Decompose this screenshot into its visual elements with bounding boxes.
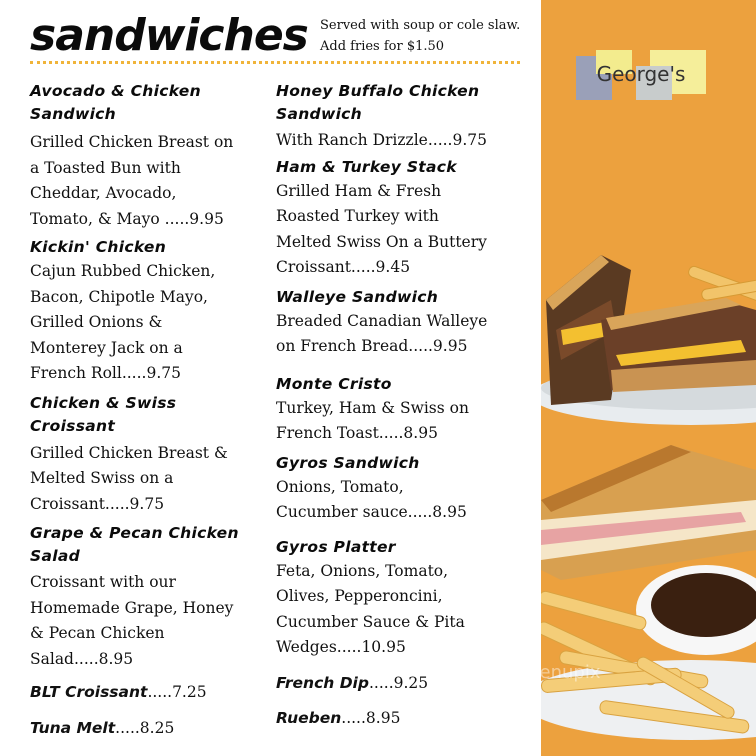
item-description: Turkey, Ham & Swiss on French Toast.....8.95 [276,398,469,442]
menu-item [276,156,538,281]
menu-item [276,452,538,526]
item-name: French Dip [276,673,369,692]
item-name: Gyros Sandwich [276,453,420,472]
item-name: Honey Buffalo Chicken Sandwich [276,82,480,123]
menu-item-inline [30,682,262,701]
item-name: Grape & Pecan Chicken Salad [30,524,239,565]
dotted-divider [30,61,520,64]
logo-text: George's [596,62,686,86]
georges-logo [576,50,706,100]
subtitle-line-2: Add fries for $1.50 [320,39,445,54]
item-description: Onions, Tomato, Cucumber sauce.....8.95 [276,477,467,521]
menu-item-inline [276,673,538,692]
item-name: BLT Croissant [30,683,148,701]
item-price: .....7.25 [147,683,207,701]
menu-item [30,522,262,672]
item-price: .....8.25 [115,719,175,737]
food-photo-panel [541,0,756,756]
item-description: Cajun Rubbed Chicken, Bacon, Chipotle Mayo, Grilled Onions & Monterey Jack on a French Roll.....9.75 [30,262,216,382]
au-jus-bowl [636,565,756,655]
item-name: Rueben [276,708,342,727]
item-name: Avocado & Chicken Sandwich [30,82,201,123]
item-price: .....8.95 [341,708,401,727]
item-name: Gyros Platter [276,537,396,556]
menu-column-middle [276,80,538,727]
menu-item [276,286,538,360]
item-name: Chicken & Swiss Croissant [30,393,177,435]
item-description: Breaded Canadian Walleye on French Bread.....9.95 [276,311,488,355]
item-description: Grilled Chicken Breast & Melted Swiss on a Croissant.....9.75 [30,443,228,513]
menu-item [276,80,538,154]
menu-item [30,392,262,518]
menu-item [30,80,262,232]
item-description: Croissant with our Homemade Grape, Honey & Pecan Chicken Salad.....8.95 [30,573,234,668]
menu-item-inline [30,718,262,737]
subtitle-line-1: Served with soup or cole slaw. [320,18,521,33]
item-name: Monte Cristo [276,374,392,393]
item-name: Walleye Sandwich [276,287,439,306]
menu-item [30,236,262,387]
page-title: sandwiches [30,10,308,61]
item-description: Feta, Onions, Tomato, Olives, Pepperoncini, Cucumber Sauce & Pita Wedges.....10.95 [276,561,465,656]
item-description: Grilled Ham & Fresh Roasted Turkey with Melted Swiss On a Buttery Croissant.....9.45 [276,181,487,276]
menu-item [276,373,538,447]
item-price: .....9.25 [368,673,429,692]
menu-item-inline [276,708,538,727]
item-name: Ham & Turkey Stack [276,157,457,176]
menu-column-left [30,80,262,737]
item-description: Grilled Chicken Breast on a Toasted Bun with Cheddar, Avocado, Tomato, & Mayo .....9.95 [30,133,234,228]
item-name: Tuna Melt [30,719,116,737]
monte-cristo-sandwich [541,445,756,580]
item-description: With Ranch Drizzle.....9.75 [276,131,487,149]
menu-item [276,536,538,661]
item-name: Kickin' Chicken [30,238,167,256]
watermark: menupix [522,662,601,683]
food-photo [541,0,756,756]
